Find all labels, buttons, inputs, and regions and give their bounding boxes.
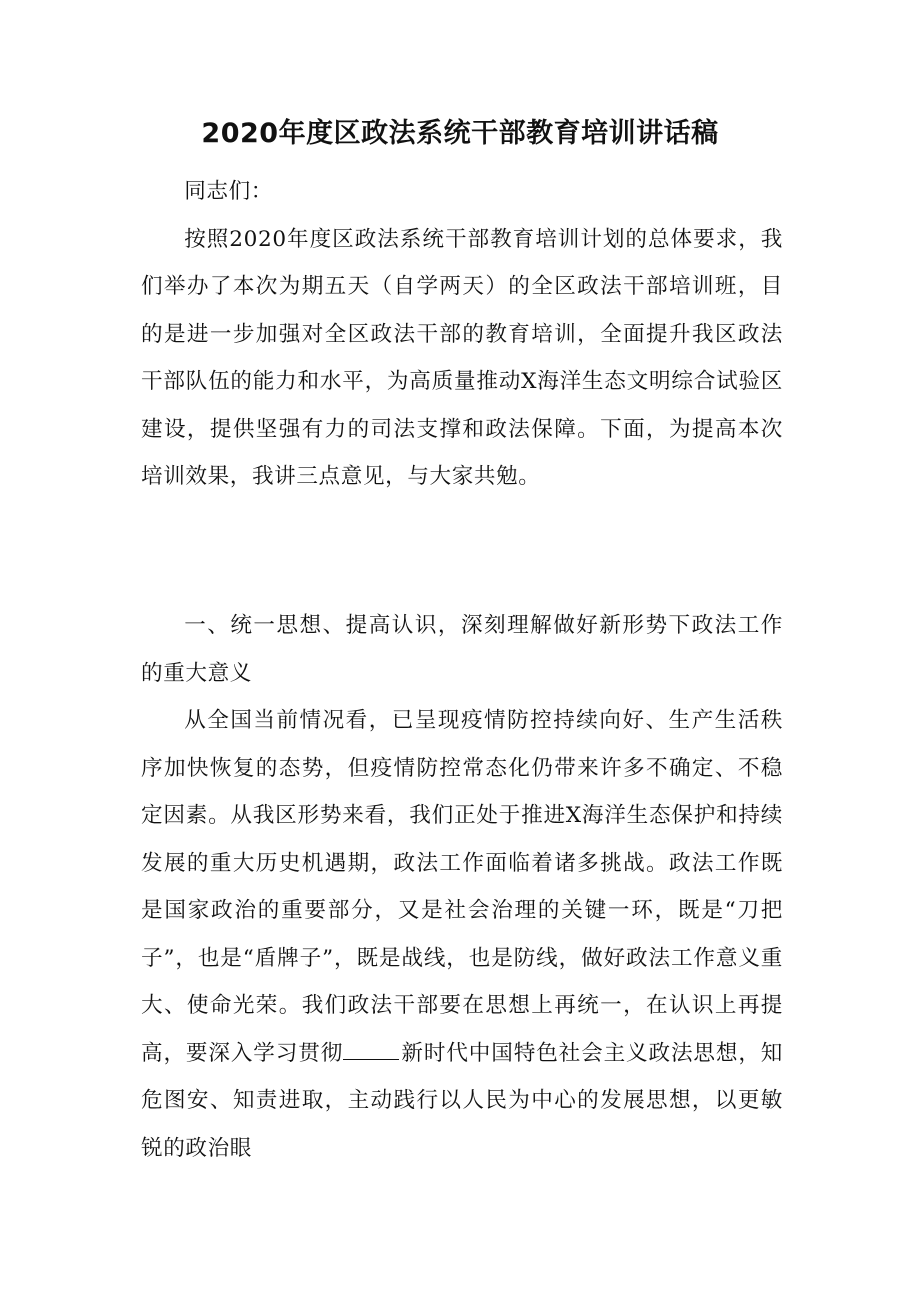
document-body	[141, 168, 783, 501]
section-1-heading: 一、统一思想、提高认识，深刻理解做好新形势下政法工作的重大意义	[141, 613, 783, 686]
section-1-paragraph-text: 从全国当前情况看，已呈现疫情防控持续向好、生产生活秩序加快恢复的态势，但疫情防控常态化仍带来许多不确定、不稳定因素。从我区形势来看，我们正处于推进X海洋生态保护和持续发展的重大历史机遇期，政法工作面临着诸多挑战。政法工作既是国家政治的重要部分，又是社会治理的关键一环，既是“刀把子”，也是“盾牌子”，既是战线，也是防线，做好政法工作意义重大、使命光荣。我们政法干部要在思想上再统一，在认识上再提高，要深入学习贯彻	[141, 708, 783, 1066]
salutation: 同志们：	[184, 179, 273, 204]
section-1-paragraph	[141, 697, 783, 1172]
section-1-paragraph-continued: 新时代中国特色社会主义政法思想，知危图安、知责进取，主动践行以人民为中心的发展思想，以更敏锐的政治眼	[141, 1040, 783, 1161]
section-1	[141, 602, 783, 1172]
intro-paragraph: 按照2020年度区政法系统干部教育培训计划的总体要求，我们举办了本次为期五天（自学两天）的全区政法干部培训班，目的是进一步加强对全区政法干部的教育培训，全面提升我区政法干部队伍的能力和水平，为高质量推动X海洋生态文明综合试验区建设，提供坚强有力的司法支撑和政法保障。下面，为提高本次培训效果，我讲三点意见，与大家共勉。	[141, 226, 783, 489]
document-title: 2020年度区政法系统干部教育培训讲话稿	[201, 118, 719, 149]
fill-in-blank-line	[343, 1058, 399, 1060]
